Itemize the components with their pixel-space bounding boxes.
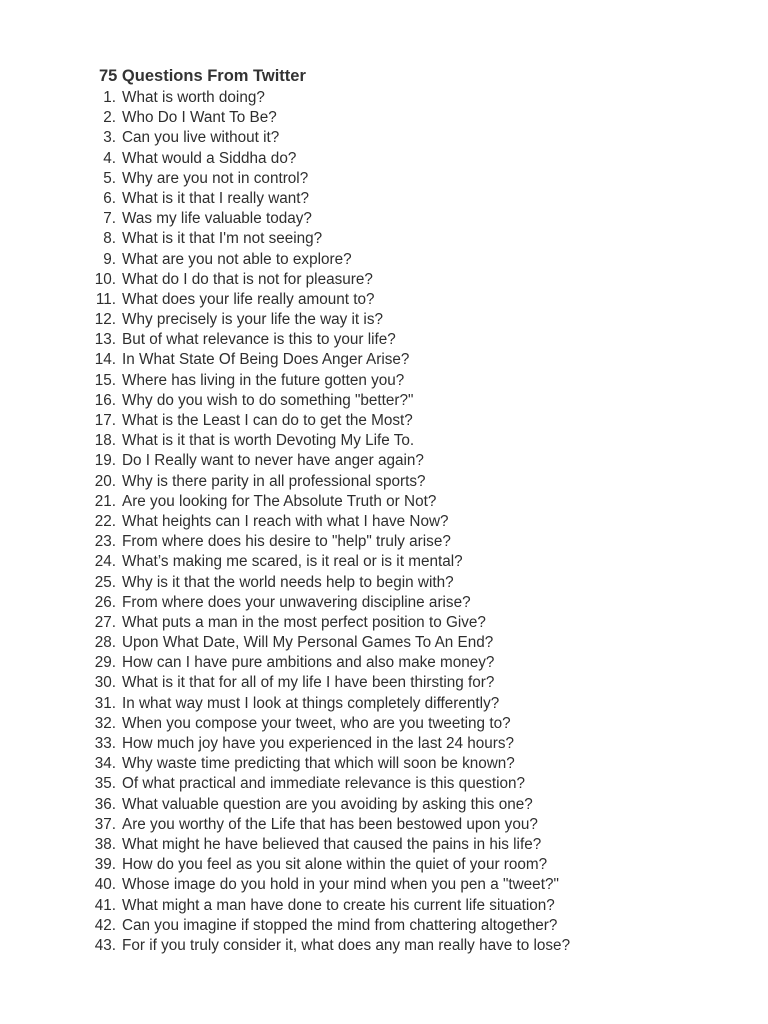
question-number: 10. [94,270,116,288]
question-item [0,128,570,148]
question-text: For if you truly consider it, what does any man really have to lose? [122,936,571,954]
question-item [0,391,570,411]
question-number: 22. [94,512,116,530]
question-item [0,714,570,734]
question-text: Why is it that the world needs help to begin with? [122,573,454,591]
question-item [0,633,570,653]
question-text: What’s making me scared, is it real or is it mental? [122,553,463,571]
question-number: 37. [94,815,116,833]
question-item [0,613,570,633]
question-text: How can I have pure ambitions and also make money? [122,654,495,672]
question-item [0,875,570,895]
question-item [0,270,570,290]
question-text: What is it that for all of my life I have been thirsting for? [122,674,495,692]
question-text: Whose image do you hold in your mind when you pen a "tweet?" [122,876,559,894]
question-text: What valuable question are you avoiding by asking this one? [122,795,533,813]
question-item [0,310,570,330]
question-item [0,734,570,754]
question-text: Why do you wish to do something "better?" [122,391,414,409]
question-number: 38. [94,835,116,853]
question-item [0,855,570,875]
question-text: What is worth doing? [122,89,265,106]
question-item [0,492,570,512]
question-text: How do you feel as you sit alone within the quiet of your room? [122,856,548,874]
question-text: What are you not able to explore? [122,250,352,268]
question-item [0,330,570,350]
question-number: 6. [103,189,116,207]
question-number: 16. [94,391,116,409]
question-item [0,88,570,108]
question-number: 31. [94,694,116,712]
question-number: 7. [103,210,116,228]
question-number: 12. [94,311,116,329]
question-item [0,936,570,956]
question-text: What might he have believed that caused the pains in his life? [122,835,542,853]
question-item [0,350,570,370]
question-number: 5. [103,169,116,187]
question-number: 42. [94,916,116,934]
question-number: 2. [103,109,116,127]
question-text: Where has living in the future gotten you? [122,371,405,389]
question-text: But of what relevance is this to your life? [122,331,396,349]
question-text: What is it that I'm not seeing? [122,230,323,248]
question-number: 28. [94,634,116,652]
question-number: 36. [94,795,116,813]
question-item [0,653,570,673]
question-number: 18. [94,432,116,450]
question-item [0,694,570,714]
question-item [0,532,570,552]
question-item [0,189,570,209]
question-number: 9. [103,250,116,268]
question-item [0,169,570,189]
question-text: Are you worthy of the Life that has been bestowed upon you? [122,815,538,833]
question-number: 40. [94,876,116,894]
question-item [0,411,570,431]
question-item [0,573,570,593]
question-number: 1. [103,89,116,106]
question-item [0,371,570,391]
question-number: 23. [94,533,116,551]
question-number: 24. [94,553,116,571]
question-text: In What State Of Being Does Anger Arise? [122,351,410,369]
question-text: What would a Siddha do? [122,149,297,167]
question-item [0,108,570,128]
question-number: 15. [94,371,116,389]
question-text: Was my life valuable today? [122,210,312,228]
question-number: 25. [94,573,116,591]
question-item [0,451,570,471]
question-number: 27. [94,613,116,631]
question-text: Can you imagine if stopped the mind from chattering altogether? [122,916,558,934]
question-text: What might a man have done to create his current life situation? [122,896,555,914]
question-item [0,290,570,310]
question-text: Why are you not in control? [122,169,309,187]
question-number: 21. [94,492,116,510]
question-text: What does your life really amount to? [122,290,375,308]
question-item [0,593,570,613]
question-item [0,815,570,835]
question-item [0,754,570,774]
question-number: 20. [94,472,116,490]
question-number: 43. [94,936,116,954]
question-text: Do I Really want to never have anger again? [122,452,424,470]
question-number: 33. [94,735,116,752]
question-number: 3. [103,129,116,147]
question-text: In what way must I look at things completely differently? [122,694,500,712]
question-item [0,250,570,270]
question-text: Are you looking for The Absolute Truth or Not? [122,492,437,510]
question-item [0,673,570,693]
question-number: 8. [103,230,116,248]
question-text: How much joy have you experienced in the last 24 hours? [122,735,514,752]
question-list [0,88,570,956]
question-text: From where does his desire to "help" truly arise? [122,533,451,551]
question-item [0,774,570,794]
question-number: 4. [103,149,116,167]
question-number: 14. [94,351,116,369]
question-text: What puts a man in the most perfect position to Give? [122,613,486,631]
question-number: 29. [94,654,116,672]
question-item [0,229,570,249]
question-number: 30. [94,674,116,692]
question-item [0,512,570,532]
question-number: 41. [94,896,116,914]
question-text: What is the Least I can do to get the Most? [122,412,413,429]
question-item [0,209,570,229]
question-number: 32. [94,714,116,732]
document-title: 75 Questions From Twitter [99,67,306,85]
question-text: Of what practical and immediate relevance is this question? [122,775,526,793]
question-text: What is it that I really want? [122,189,310,207]
question-text: Who Do I Want To Be? [122,109,277,127]
question-item [0,431,570,451]
question-number: 19. [94,452,116,470]
question-item [0,149,570,169]
question-number: 17. [94,412,116,429]
question-item [0,896,570,916]
question-text: What heights can I reach with what I have Now? [122,512,449,530]
question-text: Can you live without it? [122,129,280,147]
question-text: Upon What Date, Will My Personal Games To An End? [122,634,494,652]
question-number: 26. [94,593,116,611]
question-number: 11. [95,290,116,308]
question-item [0,552,570,572]
question-number: 39. [94,856,116,874]
question-item [0,835,570,855]
question-text: When you compose your tweet, who are you tweeting to? [122,714,511,732]
question-text: Why waste time predicting that which will soon be known? [122,755,515,773]
question-text: From where does your unwavering discipline arise? [122,593,471,611]
question-number: 13. [94,331,116,349]
question-item [0,916,570,936]
question-text: What do I do that is not for pleasure? [122,270,373,288]
question-text: Why precisely is your life the way it is? [122,311,383,329]
question-number: 34. [94,755,116,773]
question-item [0,472,570,492]
question-item [0,795,570,815]
question-number: 35. [94,775,116,793]
question-text: What is it that is worth Devoting My Life To. [122,432,415,450]
question-text: Why is there parity in all professional sports? [122,472,426,490]
